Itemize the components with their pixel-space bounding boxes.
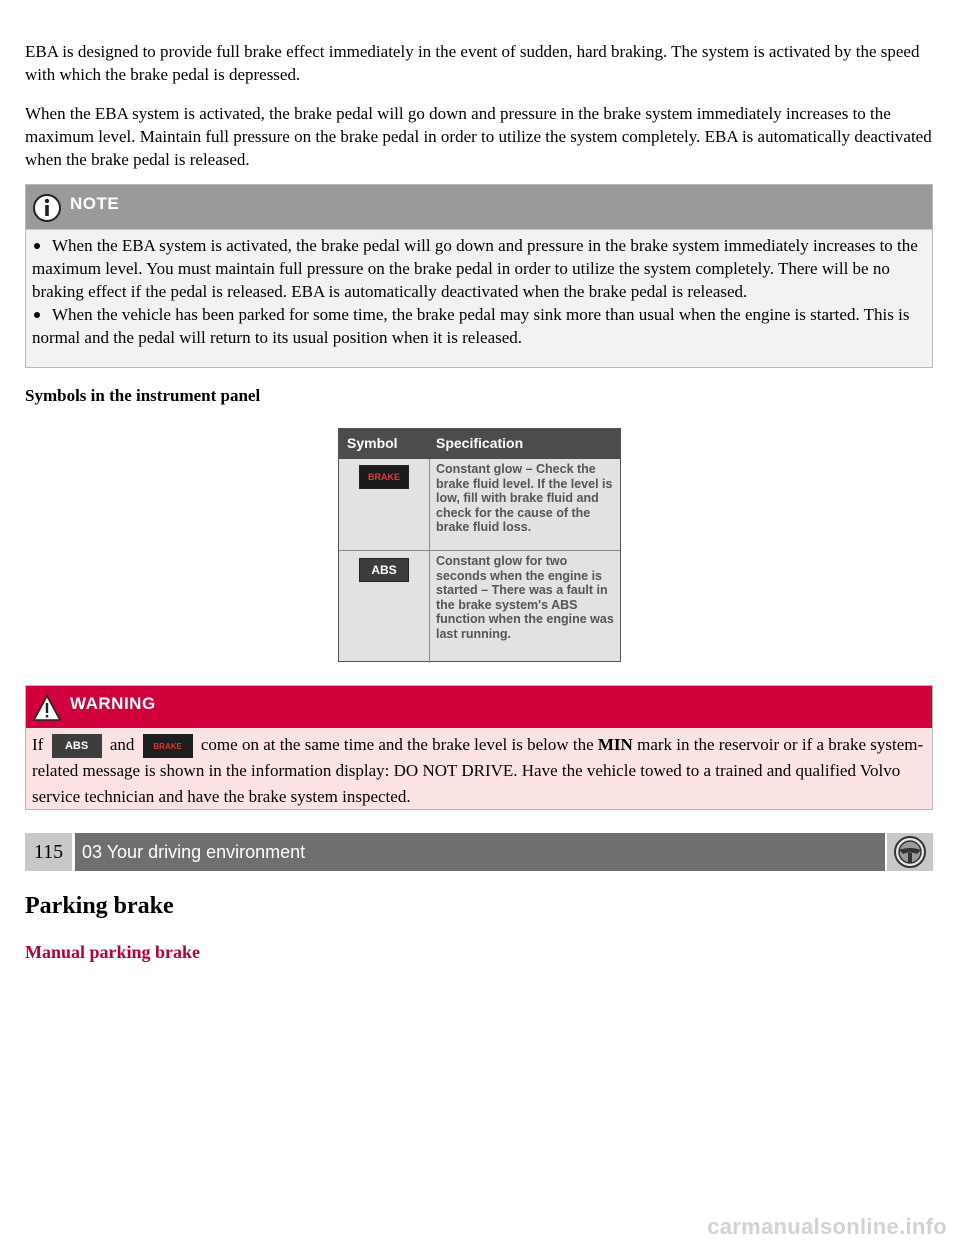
chapter-title: 03 Your driving environment: [75, 833, 885, 871]
watermark: carmanualsonline.info: [707, 1214, 947, 1239]
intro-paragraph-2: When the EBA system is activated, the brake pedal will go down and pressure in the brake system immediately increases to the maximum level. Maintain full pressure on the brake pedal in order to utilize the system completely. EBA is automatically deactivated when the brake pedal is released.: [25, 104, 932, 169]
subsection-title: Manual parking brake: [25, 942, 201, 962]
info-icon: [32, 193, 62, 223]
warning-text-and: and: [109, 735, 135, 754]
warning-title: WARNING: [70, 694, 156, 713]
warning-text: [26, 728, 932, 810]
brake-lamp-icon: BRAKE: [143, 734, 193, 758]
bullet-icon: [34, 243, 40, 249]
steering-wheel-icon: [893, 835, 927, 869]
symbol-table: [338, 428, 621, 662]
brake-warning-lamp-icon: BRAKE: [359, 465, 409, 489]
spec-text: Constant glow for two seconds when the engine is started – There was a fault in the brake system's ABS function when the engine was last running.: [436, 554, 614, 641]
note-list: [26, 230, 932, 349]
note-item-text: When the EBA system is activated, the brake pedal will go down and pressure in the brake system immediately increases to the maximum level. You must maintain full pressure on the brake pedal in order to utilize the system completely. There will be no braking effect if the pedal is released. EBA is automatically deactivated when the brake pedal is released.: [32, 236, 918, 301]
footer: [0, 1212, 960, 1242]
note-title: NOTE: [70, 194, 120, 213]
warning-triangle-icon: [32, 694, 62, 722]
section-title: Parking brake: [25, 893, 174, 919]
abs-warning-lamp-icon: ABS: [359, 558, 409, 582]
note-item-text: When the vehicle has been parked for some time, the brake pedal may sink more than usual when the engine is started. This is normal and the pedal will return to its usual position when it is released.: [32, 305, 910, 347]
page-number: 115: [25, 833, 72, 871]
note-item: [32, 234, 926, 303]
chapter-bar: [25, 833, 933, 871]
spec-text: Constant glow – Check the brake fluid level. If the level is low, fill with brake fluid and check for the cause of the brake fluid loss.: [436, 462, 613, 534]
note-header: [26, 185, 932, 230]
warning-text-if: If: [32, 735, 44, 754]
column-header-specification: Specification: [436, 435, 524, 451]
bullet-icon: [34, 312, 40, 318]
symbols-heading: Symbols in the instrument panel: [25, 386, 261, 405]
note-item: [32, 303, 926, 349]
warning-text-end: mark in the reservoir or if a brake system-related message is shown in the information display: DO NOT DRIVE. Have the vehicle towed to a trained and qualified Volvo service technician and have the brake system inspected.: [32, 735, 924, 807]
note-box: [25, 184, 933, 368]
table-divider: [429, 459, 430, 663]
symbol-table-header: [339, 429, 620, 459]
table-row: [339, 551, 620, 662]
abs-lamp-icon: ABS: [52, 734, 102, 758]
warning-text-mid: come on at the same time and the brake level is below the: [200, 735, 594, 754]
warning-box: [25, 685, 933, 810]
warning-header: [26, 686, 932, 728]
column-header-symbol: Symbol: [347, 435, 398, 451]
intro-paragraph-1: EBA is designed to provide full brake effect immediately in the event of sudden, hard braking. The system is activated by the speed with which the brake pedal is depressed.: [25, 42, 920, 84]
min-label: MIN: [597, 735, 633, 754]
steering-wheel-icon-box: [887, 833, 933, 871]
table-row: [339, 459, 620, 551]
